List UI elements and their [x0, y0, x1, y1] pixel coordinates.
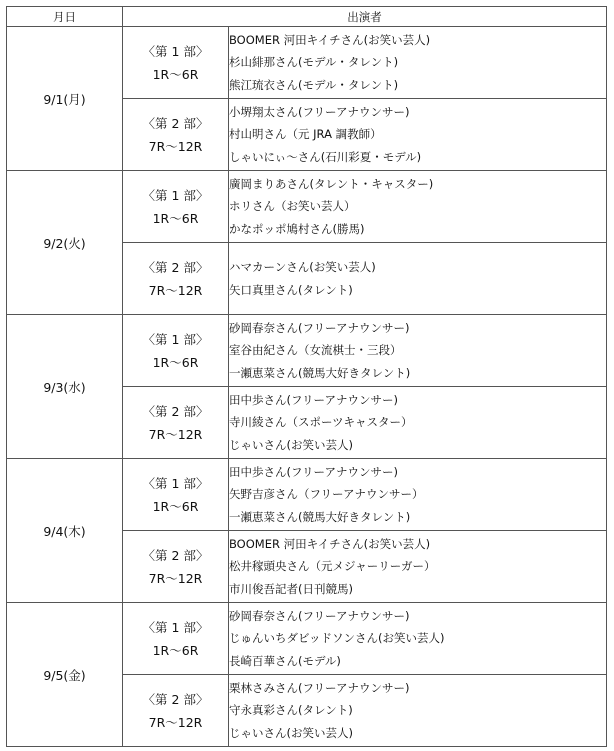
- cast-cell: [229, 675, 607, 747]
- table-row: [7, 603, 607, 675]
- session-races-label: 7R～12R: [148, 138, 203, 154]
- cast-member: 廣岡まりあさん(タレント・キャスター): [229, 176, 434, 191]
- session-races-label: 7R～12R: [148, 426, 203, 442]
- cast-member: 熊江琉衣さん(モデル・タレント): [229, 77, 399, 92]
- session-races-label: 7R～12R: [148, 282, 203, 298]
- session-cell: [123, 531, 229, 603]
- session-cell: [123, 387, 229, 459]
- session-races-label: 7R～12R: [148, 570, 203, 586]
- cast-schedule-table: [6, 6, 607, 747]
- cast-member: BOOMER 河田キイチさん(お笑い芸人): [229, 32, 431, 47]
- cast-member: 田中歩さん(フリーアナウンサー): [229, 392, 398, 407]
- cast-member: 松井稼頭央さん（元メジャーリーガー）: [229, 559, 436, 574]
- session-races-label: 1R～6R: [152, 210, 199, 226]
- session-part-label: 〈第 2 部〉: [142, 547, 209, 563]
- cast-member: 砂岡春奈さん(フリーアナウンサー): [229, 608, 410, 623]
- cast-cell: [229, 531, 607, 603]
- cast-member: 寺川綾さん（スポーツキャスター）: [229, 415, 413, 430]
- cast-cell: [229, 459, 607, 531]
- schedule-body: [7, 27, 607, 747]
- cast-member: 田中歩さん(フリーアナウンサー): [229, 464, 398, 479]
- date-cell: 9/2(火): [7, 171, 123, 315]
- date-cell: 9/5(金): [7, 603, 123, 747]
- cast-member: 矢野吉彦さん（フリーアナウンサー）: [229, 487, 424, 502]
- cast-member: じゅんいちダビッドソンさん(お笑い芸人): [229, 631, 445, 646]
- session-cell: [123, 603, 229, 675]
- session-part-label: 〈第 1 部〉: [142, 331, 209, 347]
- session-races-label: 1R～6R: [152, 498, 199, 514]
- session-races-label: 1R～6R: [152, 642, 199, 658]
- cast-member: 守永真彩さん(タレント): [229, 703, 353, 718]
- session-part-label: 〈第 1 部〉: [142, 187, 209, 203]
- session-cell: [123, 171, 229, 243]
- cast-cell: [229, 27, 607, 99]
- cast-member: 栗林さみさん(フリーアナウンサー): [229, 680, 410, 695]
- cast-cell: [229, 315, 607, 387]
- cast-cell: [229, 243, 607, 315]
- cast-cell: [229, 171, 607, 243]
- session-cell: [123, 243, 229, 315]
- cast-member: 市川俊吾記者(日刊競馬): [229, 581, 353, 596]
- header-date: 月日: [7, 7, 123, 27]
- session-part-label: 〈第 1 部〉: [142, 43, 209, 59]
- session-part-label: 〈第 2 部〉: [142, 691, 209, 707]
- cast-cell: [229, 603, 607, 675]
- session-cell: [123, 675, 229, 747]
- session-cell: [123, 315, 229, 387]
- cast-member: 小堺翔太さん(フリーアナウンサー): [229, 104, 410, 119]
- cast-member: 砂岡春奈さん(フリーアナウンサー): [229, 320, 410, 335]
- session-races-label: 1R～6R: [152, 354, 199, 370]
- session-part-label: 〈第 2 部〉: [142, 403, 209, 419]
- session-part-label: 〈第 1 部〉: [142, 475, 209, 491]
- header-row: [7, 7, 607, 27]
- header-cast: 出演者: [123, 7, 607, 27]
- cast-member: 一瀬恵菜さん(競馬大好きタレント): [229, 509, 411, 524]
- cast-member: 長崎百華さん(モデル): [229, 653, 341, 668]
- session-cell: [123, 27, 229, 99]
- cast-member: 村山明さん（元 JRA 調教師）: [229, 127, 382, 142]
- cast-member: かなポッポ鳩村さん(勝馬): [229, 221, 365, 236]
- cast-member: 一瀬恵菜さん(競馬大好きタレント): [229, 365, 411, 380]
- date-cell: 9/4(木): [7, 459, 123, 603]
- cast-member: じゃいさん(お笑い芸人): [229, 437, 353, 452]
- table-row: [7, 27, 607, 99]
- session-races-label: 1R～6R: [152, 66, 199, 82]
- session-races-label: 7R～12R: [148, 714, 203, 730]
- cast-member: 杉山緋那さん(モデル・タレント): [229, 55, 399, 70]
- table-row: [7, 315, 607, 387]
- cast-member: じゃいさん(お笑い芸人): [229, 725, 353, 740]
- cast-member: 矢口真里さん(タレント): [229, 282, 353, 297]
- table-row: [7, 459, 607, 531]
- date-cell: 9/1(月): [7, 27, 123, 171]
- cast-member: しゃいにぃ～さん(石川彩夏・モデル): [229, 149, 422, 164]
- table-row: [7, 171, 607, 243]
- cast-cell: [229, 99, 607, 171]
- cast-member: ホリさん（お笑い芸人）: [229, 199, 356, 214]
- session-cell: [123, 459, 229, 531]
- session-part-label: 〈第 2 部〉: [142, 115, 209, 131]
- cast-member: BOOMER 河田キイチさん(お笑い芸人): [229, 536, 431, 551]
- session-part-label: 〈第 2 部〉: [142, 259, 209, 275]
- session-part-label: 〈第 1 部〉: [142, 619, 209, 635]
- cast-cell: [229, 387, 607, 459]
- date-cell: 9/3(水): [7, 315, 123, 459]
- cast-member: ハマカーンさん(お笑い芸人): [229, 260, 376, 274]
- cast-member: 室谷由紀さん（女流棋士・三段）: [229, 343, 402, 358]
- session-cell: [123, 99, 229, 171]
